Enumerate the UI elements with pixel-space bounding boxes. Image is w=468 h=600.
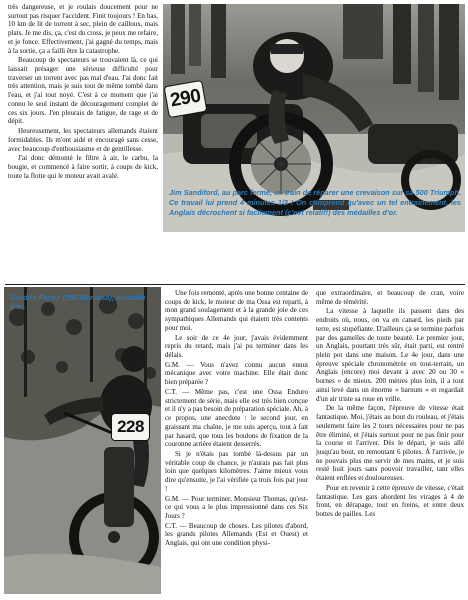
race-number-plate: 290 (164, 80, 208, 118)
race-number-plate: 228 (111, 413, 150, 441)
article-column-3 (316, 289, 464, 595)
article-column-2 (165, 289, 308, 595)
paragraph: très dangereuse, et je roulais doucement pour ne surtout pas risquer l'accident. Finit toujours ! En bas, 10 km de lit de torrent à sec, plein de cailloux, mais plats. Je me dis, ça, c'est du cross, je peux me refaire, et je fonce. Effectivement, j'ai gagné du temps, mais à la sortie, ça a failli être la catastrophe. (8, 3, 158, 55)
paragraph: Beaucoup de spectateurs se trouvaient là, ce qui laissait présager une sérieuse difficulté pour traverser un torrent avec pas mal d'eau. J'ai donc fait très attention, mais je suis tout de même tombé dans l'eau, et j'ai tout noyé. C'est à ce moment que j'ai connu le seul instant de découragement complet de ces six jours. J'en pleurais de fatigue, de rage et de dépit. (8, 56, 158, 126)
paragraph: Une fois remonté, après une bonne centaine de coups de kick, le moteur de ma Ossa est reparti, à mon grand soulagement et à la grande joie de ces sympathiques Allemands qui étaient très contents pour moi. (165, 289, 308, 332)
interview-question: G.M. — Pour terminer, Monsieur Thomas, qu'est-ce qui vous a le plus impressionné dans ces Six Jours ? (165, 494, 308, 520)
paragraph: La vitesse à laquelle ils passent dans des endroits où, nous, on va en canard, les pieds par terre, est stupéfiante. D'ailleurs ça se termine parfois par des gamelles de toute beauté. Le premier jour, un Anglais, pourtant très sûr, était parti, est rentré plein pot dans une maison. Le 4e jour, dans une épreuve spéciale chronométrée en tout-terrain, un Anglais (encore) moi devant à avec 20 ou 30 « bornes » de mieux. 200 mètres plus loin, il a tout ainsi levé dans un énorme « barnum » et regardait d'un air triste sa roue en vrille. (316, 307, 464, 403)
paragraph: Pour en revenir à cette épreuve de vitesse, c'était fantastique. Les gars abordent les virages à 4 de front, en dérapage, tout en freins, et entre deux bottes de pailles. Les (316, 483, 464, 518)
photo-sandiford-puncture (163, 4, 465, 232)
paragraph: Heureusement, les spectateurs allemands étaient formidables. Ils m'ont aidé et encouragé sans cesse, avec beaucoup d'enthousiasme et de gentillesse. (8, 127, 158, 153)
paragraph: Si je n'étais pas tombé là-dessus par un véritable coup de chance, je n'aurais pas fait plus loin que quelques kilomètres. J'aime mieux vous dire qu'ensuite, je l'ai vérifiée ça trois fois par jour ! (165, 449, 308, 493)
interview-answer: C.T. — Beaucoup de choses. Les pilotes d'abord, les grands pilotes Allemands (Est et Ouest) et Anglais, qui ont une condition physi- (165, 521, 308, 548)
interview-answer: C.T. — Même pas, c'est une Ossa Enduro strictement de série, mais elle est très bien conçue et il n'y a pas besoin de préparation spéciale. Ah, à ce propos, une anecdote : le second jour, en graissant ma chaîne, je me suis aperçu, tout à fait par hasard, que tous les boulons de fixation de la couronne arrière étaient desserrés. (165, 387, 308, 449)
paragraph: que extraordinaire, et beaucoup de cran, voire même de témérité. (316, 289, 464, 306)
photo-caption: Gordon Farley (250 Montesa), médaille d'or. (10, 293, 146, 311)
photo-farley-montesa (4, 287, 161, 594)
paragraph: De la même façon, l'épreuve de vitesse était fantastique. Moi, j'étais au bout du rouleau, et j'étais seulement faire les 2 tours nécessaires pour ne pas être éliminé, et j'étais surtout pour ne pas finir pour la course et l'arriver. Dès le départ, je suis allé jusqu'au bout, en remontant 6 pilotes. À l'arrivée, je ne pouvais plus me servir de mes mains, et je suis resté huit jours sans pouvoir travailler, tant elles étaient enflées et douloureuses. (316, 404, 464, 483)
paragraph: Le soir de ce 4e jour, j'avais évidemment repris du retard, mais j'ai pu terminer dans les délais. (165, 333, 308, 360)
paragraph: J'ai donc démonté le filtre à air, le carbu, la bougie, et commencé à faire sortir, à coups de kick, toute la flotte qui le moteur avait avalé. (8, 154, 158, 180)
photo-caption: Jim Sandiford, au parc fermé, en train de réparer une crevaison sur sa 500 Triumph. Ce travail lui prend 4 minutes 1/2 ! On comprend qu'avec un tel entrainement, les Anglais décrochent si facilement (c'est relatif!) des médailles d'or. (169, 188, 461, 218)
article-column-1 (8, 3, 158, 283)
divider (5, 284, 465, 285)
interview-question: G.M. — Vous n'avez connu aucun ennui mécanique avec votre machine. Elle était donc bien préparée ? (165, 360, 308, 387)
